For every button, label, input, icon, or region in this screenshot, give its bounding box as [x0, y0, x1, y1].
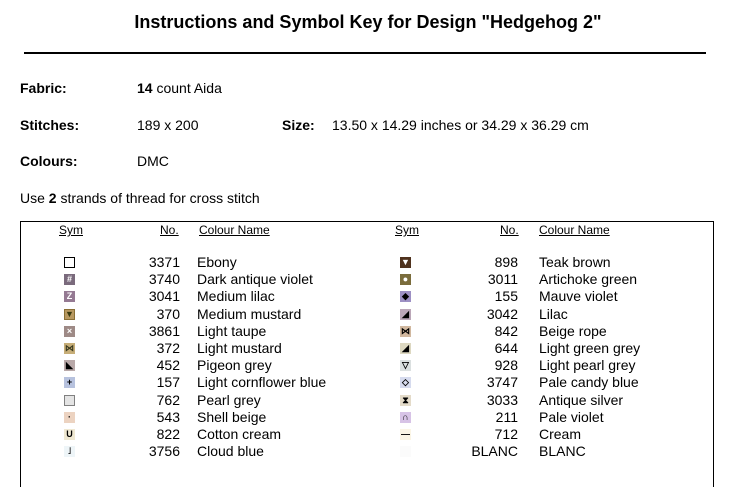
dmc-number: 3861 [148, 323, 180, 339]
table-row [0, 357, 736, 374]
color-symbol-icon: ◇ [400, 377, 411, 388]
fabric-type: count Aida [152, 80, 222, 96]
colour-name: Pigeon grey [197, 357, 272, 373]
title-divider [24, 52, 706, 54]
dmc-number: 157 [156, 374, 180, 390]
fabric-count: 14 [137, 80, 153, 96]
stitches-value: 189 x 200 [137, 117, 199, 133]
color-symbol-icon: U [64, 429, 75, 440]
color-symbol-icon: ◢ [400, 309, 411, 320]
colour-name: Shell beige [197, 409, 267, 425]
right-sym-header: Sym [395, 223, 419, 237]
right-name-header: Colour Name [539, 223, 610, 237]
dmc-number: 928 [494, 357, 518, 373]
colour-name: Ebony [197, 254, 237, 270]
colour-name: Pale violet [539, 409, 604, 425]
table-row [0, 409, 736, 426]
color-symbol-icon: ∩ [400, 412, 411, 423]
color-symbol-icon: + [64, 377, 75, 388]
size-value: 13.50 x 14.29 inches or 34.29 x 36.29 cm [332, 117, 589, 133]
dmc-number: 3011 [487, 271, 518, 287]
dmc-number: 3042 [486, 306, 518, 322]
colour-name: Antique silver [539, 392, 624, 408]
colour-name: Light mustard [197, 340, 282, 356]
dmc-number: BLANC [471, 443, 518, 459]
colours-label: Colours: [20, 153, 78, 169]
color-symbol-icon: ● [400, 274, 411, 285]
dmc-number: 543 [156, 409, 180, 425]
table-row [0, 306, 736, 323]
dmc-number: 3747 [486, 374, 518, 390]
dmc-number: 370 [156, 306, 180, 322]
colour-name: Light cornflower blue [197, 374, 327, 390]
color-symbol-icon [400, 446, 411, 457]
colours-value: DMC [137, 153, 169, 169]
colour-name: Cream [539, 426, 582, 442]
color-symbol-icon: ◢ [400, 343, 411, 354]
colour-name: BLANC [539, 443, 586, 459]
dmc-number: 3041 [148, 288, 180, 304]
dmc-number: 452 [156, 357, 180, 373]
table-row [0, 392, 736, 409]
left-sym-header: Sym [59, 223, 83, 237]
colour-name: Medium mustard [197, 306, 302, 322]
strands-suffix: strands of thread for cross stitch [56, 190, 260, 206]
dmc-number: 211 [495, 409, 518, 425]
dmc-number: 762 [156, 392, 180, 408]
table-row [0, 374, 736, 391]
color-symbol-icon: ▽ [400, 360, 411, 371]
colour-name: Light green grey [539, 340, 641, 356]
colour-name: Mauve violet [539, 288, 618, 304]
dmc-number: 3033 [486, 392, 518, 408]
colour-name: Cloud blue [197, 443, 264, 459]
color-symbol-icon: ⧗ [400, 395, 411, 406]
dmc-number: 822 [156, 426, 180, 442]
strands-instruction [20, 190, 260, 206]
colour-name: Beige rope [539, 323, 607, 339]
table-row [0, 426, 736, 443]
table-row [0, 288, 736, 305]
colour-name: Dark antique violet [197, 271, 313, 287]
right-no-header: No. [500, 223, 519, 237]
dmc-number: 3756 [148, 443, 180, 459]
color-symbol-icon: ˩ [64, 446, 75, 457]
table-row [0, 443, 736, 460]
color-symbol-icon: ◣ [64, 360, 75, 371]
strands-count: 2 [48, 190, 57, 206]
stitches-label: Stitches: [20, 117, 80, 133]
dmc-number: 372 [156, 340, 180, 356]
color-symbol-icon: ⋈ [65, 343, 74, 353]
colour-name: Light pearl grey [539, 357, 636, 373]
dmc-number: 3740 [148, 271, 180, 287]
fabric-value [137, 80, 222, 96]
color-symbol-icon: Z [64, 291, 75, 302]
dmc-number: 3371 [148, 254, 180, 270]
dmc-number: 644 [494, 340, 518, 356]
color-symbol-icon: — [401, 429, 410, 439]
dmc-number: 155 [494, 288, 518, 304]
color-symbol-icon: × [64, 326, 75, 337]
color-symbol-icon: ◆ [400, 291, 411, 302]
dmc-number: 898 [494, 254, 518, 270]
color-symbol-icon: ⋈ [401, 326, 410, 336]
color-symbol-icon: ▼ [65, 309, 74, 319]
dmc-number: 712 [494, 426, 518, 442]
colour-name: Cotton cream [197, 426, 282, 442]
colour-name: Medium lilac [197, 288, 275, 304]
color-symbol-icon: # [64, 274, 75, 285]
page-title: Instructions and Symbol Key for Design "Hedgehog 2" [134, 12, 602, 32]
color-symbol-icon: · [64, 412, 75, 423]
strands-prefix: Use [20, 190, 49, 206]
table-row [0, 323, 736, 340]
color-symbol-icon: ▼ [401, 257, 410, 267]
fabric-label: Fabric: [20, 80, 67, 96]
colour-name: Light taupe [197, 323, 267, 339]
table-row [0, 254, 736, 271]
colour-name: Pale candy blue [539, 374, 639, 390]
colour-name: Artichoke green [539, 271, 638, 287]
colour-name: Teak brown [539, 254, 611, 270]
size-label: Size: [282, 117, 315, 133]
left-name-header: Colour Name [199, 223, 270, 237]
colour-name: Pearl grey [197, 392, 261, 408]
left-no-header: No. [160, 223, 179, 237]
table-row [0, 340, 736, 357]
dmc-number: 842 [494, 323, 518, 339]
table-row [0, 271, 736, 288]
colour-name: Lilac [539, 306, 568, 322]
